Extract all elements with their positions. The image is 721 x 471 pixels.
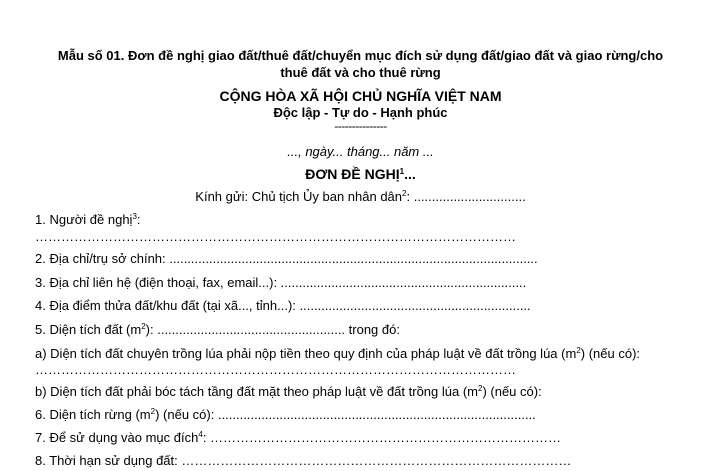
field-a-superscript: 2 bbox=[576, 346, 581, 355]
field-1-colon: : bbox=[136, 212, 141, 227]
field-b-topsoil bbox=[35, 384, 542, 399]
form-title-line-1: Mẫu số 01. Đơn đề nghị giao đất/thuê đất/chuyển mục đích sử dụng đất/giao đất và giao rừng/cho bbox=[57, 48, 664, 63]
field-5-area bbox=[35, 322, 400, 337]
field-1-label bbox=[35, 212, 141, 227]
field-b-text: b) Diện tích đất phải bóc tách tầng đất mặt theo pháp luật về đất trồng lúa (m bbox=[35, 384, 478, 399]
field-2-address: 2. Địa chỉ/trụ sở chính: ...................................................................................................... bbox=[35, 251, 538, 266]
field-1-dots: ………………………………………………………………………………………………… bbox=[35, 229, 516, 244]
greeting-text: Kính gửi: Chủ tịch Ủy ban nhân dân bbox=[195, 189, 403, 204]
field-5-text: 5. Diện tích đất (m bbox=[35, 322, 142, 337]
date-line: ..., ngày... tháng... năm ... bbox=[287, 144, 434, 159]
field-6-tail: ) (nếu có): ........................................................................................ bbox=[155, 407, 536, 422]
field-5-superscript: 2 bbox=[141, 322, 146, 331]
field-a-rice-land bbox=[35, 346, 640, 361]
document-title-tail: ... bbox=[404, 166, 416, 182]
field-7-purpose bbox=[35, 430, 561, 445]
field-6-superscript: 2 bbox=[150, 407, 156, 416]
field-7-footnote: 4 bbox=[198, 430, 203, 439]
field-6-forest-area bbox=[35, 407, 536, 422]
document-title-text: ĐƠN ĐỀ NGHỊ bbox=[305, 166, 400, 182]
field-6-text: 6. Diện tích rừng (m bbox=[35, 407, 151, 422]
field-4-location: 4. Địa điểm thửa đất/khu đất (tại xã..., tỉnh...): ................................................................ bbox=[35, 298, 531, 313]
field-5-tail: ): .................................................... trong đó: bbox=[145, 322, 400, 337]
document-title bbox=[0, 166, 721, 182]
separator: --------------- bbox=[334, 119, 387, 133]
greeting-dots: : ............................... bbox=[406, 189, 526, 204]
field-7-text: 7. Để sử dụng vào mục đích bbox=[35, 430, 199, 445]
field-7-tail: : ……………………………………………………………………… bbox=[202, 430, 562, 445]
field-b-superscript: 2 bbox=[478, 384, 483, 393]
field-a-text: a) Diện tích đất chuyên trồng lúa phải nộp tiền theo quy định của pháp luật về đất trồng lúa (m bbox=[35, 346, 577, 361]
nation-heading: CỘNG HÒA XÃ HỘI CHỦ NGHĨA VIỆT NAM bbox=[219, 88, 502, 104]
field-3-contact: 3. Địa chỉ liên hệ (điện thoại, fax, email...): .................................................................... bbox=[35, 275, 527, 290]
greeting-line bbox=[0, 189, 721, 204]
field-1-footnote: 3 bbox=[132, 212, 137, 221]
field-8-duration: 8. Thời hạn sử dụng đất: ……………………………………………………………………………… bbox=[35, 453, 572, 468]
field-a-dots: ………………………………………………………………………………………………… bbox=[35, 362, 516, 377]
field-a-tail: ) (nếu có): bbox=[580, 346, 641, 361]
motto: Độc lập - Tự do - Hạnh phúc bbox=[273, 105, 448, 120]
form-title-line-2: thuê đất và cho thuê rừng bbox=[280, 65, 441, 80]
field-1-text: 1. Người đề nghị bbox=[35, 212, 133, 227]
greeting-footnote: 2 bbox=[402, 189, 407, 198]
field-b-tail: ) (nếu có): bbox=[482, 384, 542, 399]
document-title-footnote: 1 bbox=[399, 167, 405, 176]
